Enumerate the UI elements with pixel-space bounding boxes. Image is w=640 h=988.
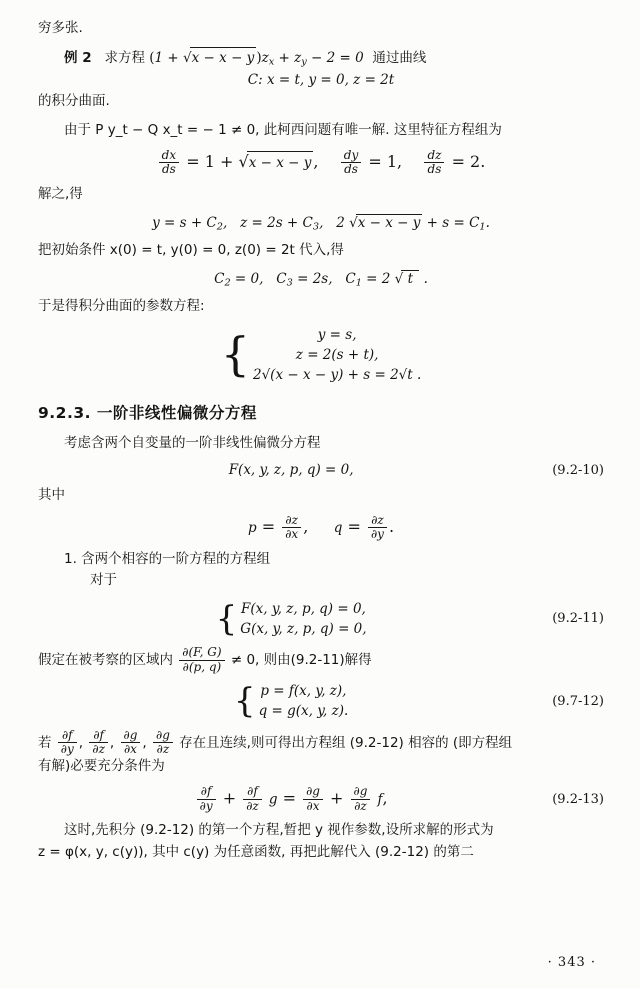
system-brace-3 (234, 681, 348, 722)
page-body (38, 18, 604, 863)
param-eq-intro: 于是得积分曲面的参数方程: (38, 298, 205, 315)
sys3-line-1: p = f(x, y, z), (260, 683, 347, 700)
example-2-curve (38, 70, 604, 92)
consider-line: 考虑含两个自变量的一阶非线性偏微分方程 (64, 435, 321, 452)
left-brace-icon-2: { (215, 598, 238, 639)
solve-line: 解之,得 (38, 185, 83, 202)
general-solution (38, 212, 604, 233)
p-q-definitions (38, 514, 604, 542)
equation-9-2-13-row (38, 785, 604, 813)
example-2-block (38, 47, 604, 113)
example-2-label: 例 2 (64, 49, 92, 66)
initial-condition-line: 把初始条件 x(0) = t, y(0) = 0, z(0) = 2t 代入,得 (38, 241, 344, 258)
example-2-statement (38, 47, 604, 70)
equation-9-2-10: F(x, y, z, p, q) = 0, (228, 462, 354, 479)
sys2-line-2: G(x, y, z, p, q) = 0, (240, 620, 367, 637)
system-9-2-12 (38, 681, 544, 722)
system-brace-2 (216, 599, 367, 640)
line-opening: 穷多张. (38, 20, 83, 36)
equation-number-9-2-10: (9.2-10) (552, 462, 604, 478)
closing-line-1: 这时,先积分 (9.2-12) 的第一个方程,暂把 y 视作参数,设所求解的形式为 (64, 821, 494, 838)
constants-result (38, 268, 604, 289)
constants-eq: $C_2 = 0$, $C_3 = 2s$, $C_1 = 2$ √ t . (214, 271, 428, 290)
assume-line: 假定在被考察的区域内 $\frac{\partial(F, G)}{\partial(p, q)}$ ≠ 0, 则由(9.2-11)解得 (38, 645, 372, 674)
sys3-line-2: q = g(x, y, z). (258, 703, 349, 720)
system-9-2-12-row (38, 681, 604, 722)
where-line: 其中 (38, 487, 65, 504)
equation-number-9-2-13: (9.2-13) (552, 791, 604, 807)
item-1-title: 1. 含两个相容的一阶方程的方程组 (64, 550, 271, 567)
reason-line: 由于 P y_t − Q x_t = − 1 ≠ 0, 此柯西问题有唯一解. 这里特征方程组为 (64, 122, 502, 139)
sys1-line-1: y = s, (317, 326, 357, 343)
curve-equation: C: x = t, y = 0, z = 2t (247, 71, 395, 88)
system-9-2-11-row (38, 599, 604, 640)
equation-9-2-13: $\frac{\partial f}{\partial y}$ + $\frac{\partial f}{\partial z}$ g = $\frac{\partial g}{\partial x}$ + $\frac{\partial g}{\partial z}$ f, (38, 785, 544, 813)
example-2-text: 求方程 (1 + √x − x − y )$z_x + z_y - 2 = 0$ 通过曲线 (96, 50, 426, 66)
sys1-line-2: z = 2(s + t), (295, 346, 379, 363)
section-heading: 9.2.3. 一阶非线性偏微分方程 (38, 404, 257, 423)
left-brace-icon: { (220, 327, 250, 382)
characteristic-equations: $\frac{dx}{ds}$ = 1 + √x − x − y , $\frac{dy}{ds}$ = 1, $\frac{dz}{ds}$ = 2. (157, 152, 486, 171)
sys1-line-3: 2√(x − x − y) + s = 2√t . (252, 367, 422, 384)
sys2-line-1: F(x, y, z, p, q) = 0, (241, 600, 366, 617)
equation-9-2-10-row (38, 462, 604, 478)
closing-line-2: z = φ(x, y, c(y)), 其中 c(y) 为任意函数, 再把此解代入 (9.2-12) 的第二 (38, 843, 474, 860)
jacobian-fraction: $\frac{\partial(F, G)}{\partial(p, q)}$ (179, 646, 224, 674)
equation-number-9-2-12: (9.7-12) (552, 693, 604, 709)
characteristic-system (38, 149, 604, 177)
equation-number-9-2-11: (9.2-11) (552, 611, 604, 627)
system-9-2-11 (38, 599, 544, 640)
parametric-system (38, 325, 604, 386)
system-brace-1 (221, 325, 422, 386)
item-1-subline: 对于 (90, 572, 117, 589)
general-solution-eq: $y = s + C_2$, $z = 2s + C_3$, 2 $√x - x - y + s = C_1$. (152, 215, 490, 233)
example-2-surface-line: 的积分曲面. (38, 93, 110, 110)
continuity-line: 若 $\frac{\partial f}{\partial y}$ , $\frac{\partial f}{\partial z}$ , $\frac{\partial g}{\partial x}$ , $\frac{\partial g}{\partial z}$ 存在且连续,则可得出方程组 (9.2-12) 相容的 (即方程组 (38, 727, 513, 757)
continuity-line-2: 有解)必要充分条件为 (38, 758, 165, 775)
left-brace-icon-3: { (233, 681, 256, 722)
page-number: · 343 · (547, 955, 596, 970)
p-q-eq: p = $\frac{\partial z}{\partial x}$ , q = $\frac{\partial z}{\partial y}$ . (247, 512, 395, 542)
